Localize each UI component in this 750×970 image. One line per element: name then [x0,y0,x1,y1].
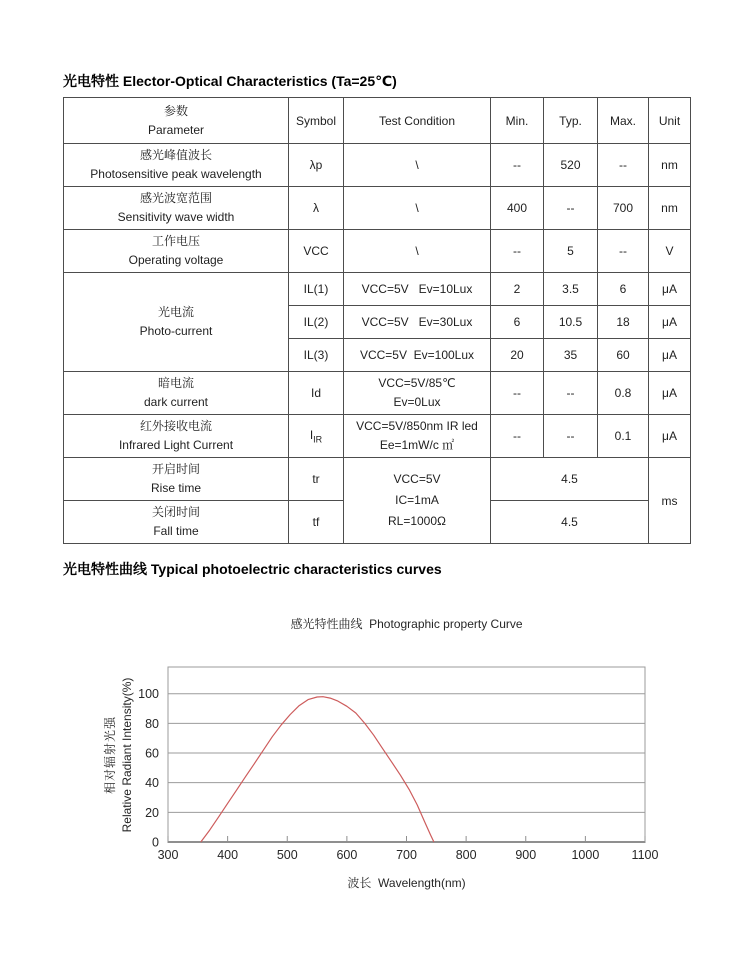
param-cn: 红外接收电流 [139,419,212,433]
param-cell [64,458,289,501]
y-axis-label-en: Relative Radiant Intensity(%) [120,677,134,832]
param-cn: 开启时间 [151,462,200,476]
condition-cell: \ [344,230,491,273]
unit-cell: nm [649,144,691,187]
min-cell: -- [491,230,544,273]
param-cn: 工作电压 [151,234,200,248]
max-cell: 0.8 [598,372,649,415]
symbol-cell: IL(1) [289,273,344,306]
symbol-subscript: IR [313,434,323,445]
max-cell: 60 [598,339,649,372]
x-tick-label: 900 [515,848,537,862]
x-axis-label: 波长 Wavelength(nm) [347,876,466,890]
table-header-row [64,98,691,144]
max-cell: -- [598,144,649,187]
condition-cell [344,372,491,415]
unit-cell: nm [649,187,691,230]
condition-cell: \ [344,144,491,187]
condition-cell: VCC=5V Ev=10Lux [344,273,491,306]
param-en: Operating voltage [128,253,224,267]
table-row-operating-voltage [64,230,691,273]
unit-cell: μA [649,415,691,458]
condition-cell-rise-fall [344,458,491,544]
typ-cell: -- [544,415,598,458]
param-en: Photosensitive peak wavelength [90,167,262,181]
condition-cell: VCC=5V Ev=30Lux [344,306,491,339]
header-unit: Unit [649,98,691,144]
value-cell-fall: 4.5 [491,501,649,544]
param-cell [64,144,289,187]
min-cell: -- [491,415,544,458]
condition-cell [344,415,491,458]
max-cell: 18 [598,306,649,339]
table-row-infrared-current [64,415,691,458]
param-cn: 暗电流 [157,376,194,390]
param-en: Sensitivity wave width [117,210,235,224]
header-parameter-cn: 参数 [163,103,188,118]
section-title-curves: 光电特性曲线 Typical photoelectric characteristics curves [63,561,442,577]
param-cell [64,415,289,458]
condition-line-1: VCC=5V [393,472,441,486]
condition-cell: VCC=5V Ev=100Lux [344,339,491,372]
y-tick-label: 20 [145,805,159,820]
chart-title: 感光特性曲线 Photographic property Curve [290,617,523,631]
typ-cell: -- [544,372,598,415]
header-typ: Typ. [544,98,598,144]
param-en: Infrared Light Current [118,438,234,452]
typ-cell: 520 [544,144,598,187]
symbol-cell: Id [289,372,344,415]
y-tick-label: 40 [145,776,159,791]
min-cell: 6 [491,306,544,339]
param-en: Photo-current [139,324,213,338]
max-cell: 700 [598,187,649,230]
param-en: dark current [143,395,209,409]
x-tick-label: 500 [276,848,298,862]
header-min: Min. [491,98,544,144]
symbol-cell: λp [289,144,344,187]
typ-cell: 35 [544,339,598,372]
condition-line-2: Ee=1mW/c ㎡ [379,438,455,452]
unit-cell: μA [649,339,691,372]
header-test-condition: Test Condition [344,98,491,144]
symbol-cell: IL(2) [289,306,344,339]
unit-cell-rise-fall: ms [649,458,691,544]
param-cell [64,372,289,415]
section-title-electro-optical: 光电特性 Elector-Optical Characteristics (Ta=25℃) [63,73,397,89]
param-cn: 感光波宽范围 [139,191,212,205]
param-en: Rise time [150,481,201,495]
condition-line-2: Ev=0Lux [393,395,441,409]
y-tick-label: 60 [145,746,159,761]
condition-line-2: IC=1mA [395,493,439,507]
x-tick-label: 800 [455,848,477,862]
y-tick-label: 80 [145,716,159,731]
param-cell-photo-current [64,273,289,372]
param-cell [64,501,289,544]
min-cell: 20 [491,339,544,372]
header-parameter-en: Parameter [147,122,205,137]
typ-cell: 10.5 [544,306,598,339]
table-row-dark-current [64,372,691,415]
header-symbol: Symbol [289,98,344,144]
x-tick-label: 1000 [571,848,600,862]
value-cell-rise: 4.5 [491,458,649,501]
param-cn: 感光峰值波长 [139,148,212,162]
unit-cell: V [649,230,691,273]
min-cell: -- [491,372,544,415]
condition-line-1: VCC=5V/85℃ [378,376,456,390]
max-cell: -- [598,230,649,273]
electro-optical-table [63,97,691,544]
table-row-rise-time [64,458,691,501]
symbol-cell: tf [289,501,344,544]
spectral-response-curve [201,697,434,842]
max-cell: 6 [598,273,649,306]
unit-cell: μA [649,306,691,339]
spectral-response-chart [118,659,663,869]
symbol-main: I [309,427,314,442]
typ-cell: 3.5 [544,273,598,306]
y-tick-label: 0 [152,835,159,850]
typ-cell: 5 [544,230,598,273]
typ-cell: -- [544,187,598,230]
max-cell: 0.1 [598,415,649,458]
symbol-cell [289,415,344,458]
table-row-wave-range [64,187,691,230]
y-tick-label: 100 [138,687,159,702]
x-tick-label: 400 [217,848,239,862]
min-cell: 400 [491,187,544,230]
header-max: Max. [598,98,649,144]
unit-cell: μA [649,372,691,415]
table-row-peak-wavelength [64,144,691,187]
param-en: Fall time [153,524,199,538]
x-tick-label: 1100 [631,848,659,862]
symbol-cell: tr [289,458,344,501]
min-cell: 2 [491,273,544,306]
param-cell [64,187,289,230]
param-cn: 关闭时间 [151,505,200,519]
unit-cell: μA [649,273,691,306]
header-parameter [64,98,289,144]
table-row-photo-current-il1 [64,273,691,306]
y-axis-label-cn: 相对辐射光强 [103,715,117,794]
symbol-cell: λ [289,187,344,230]
min-cell: -- [491,144,544,187]
symbol-cell: VCC [289,230,344,273]
symbol-cell: IL(3) [289,339,344,372]
x-tick-label: 700 [396,848,417,862]
param-cn: 光电流 [157,305,194,319]
condition-cell: \ [344,187,491,230]
condition-line-1: VCC=5V/850nm IR led [356,419,478,433]
x-tick-label: 600 [336,848,358,862]
x-tick-label: 300 [157,848,179,862]
condition-line-3: RL=1000Ω [387,514,446,528]
param-cell [64,230,289,273]
